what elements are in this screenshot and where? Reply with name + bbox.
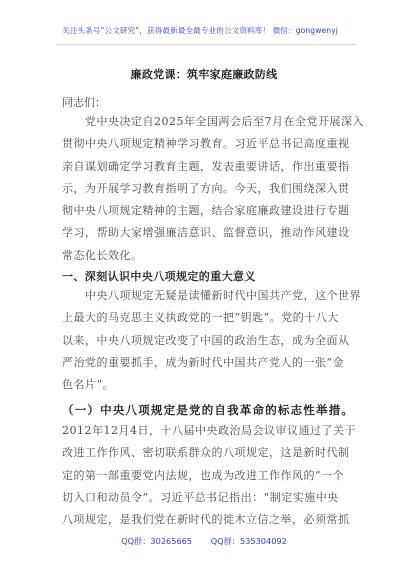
- section1-paragraph: [62, 285, 361, 396]
- intro-line: 常态化长效化。: [62, 248, 143, 262]
- intro-line: 亲自谋划确定学习教育主题，发表重要讲话，作出重要指: [62, 159, 350, 173]
- subsection1-line: 改进工作作风、密切联系群众的八项规定，这是新时代制: [62, 446, 350, 460]
- salutation: 同志们：: [62, 96, 106, 109]
- section1-line: 以来，中央八项规定改变了中国的政治生态，成为全面从: [62, 333, 350, 347]
- section1-line: 上最大的马克思主义执政党的一把“钥匙”。党的十八大: [62, 311, 339, 325]
- section1-line: 色名片”。: [62, 378, 115, 392]
- section1-line: 严治党的重要抓手，成为新时代中国共产党人的一张“金: [62, 355, 345, 369]
- footer-qq-group-2: QQ群：535304092: [210, 536, 287, 546]
- footer: [0, 536, 408, 547]
- footer-qq-group-1: QQ群：30265665: [121, 536, 193, 546]
- subsection1-line: 切入口和动员令”。习近平总书记指出：“制定实施中央: [62, 490, 339, 504]
- subsection-heading: （一）中央八项规定是党的自我革命的标志性举措。: [62, 403, 355, 417]
- subsection1-line: 定的第一部重要党内法规，也成为改进工作作风的“一个: [62, 468, 345, 482]
- header-banner: 关注头条号“公文研究”，获得最新最全最专业的公文资料库！ 微信：gongwenyj: [62, 26, 338, 35]
- subsection1-paragraph: [62, 420, 354, 531]
- subsection1-line: 2012年12月4日，十八届中央政治局会议审议通过了关于: [62, 424, 356, 437]
- intro-line: 彻中央八项规定精神的主题，结合家庭廉政建设进行专题: [62, 204, 350, 218]
- intro-line: 党中央决定自2025年全国两会后至7月在全党开展深入: [62, 115, 364, 128]
- document-title: 廉政党课：筑牢家庭廉政防线: [130, 68, 278, 81]
- header-divider: [56, 44, 356, 45]
- subsection1-line: 八项规定，是我们党在新时代的徙木立信之举，必须常抓: [62, 513, 350, 527]
- section1-line: 中央八项规定无疑是读懂新时代中国共产党，这个世界: [62, 289, 361, 302]
- intro-paragraph: [62, 111, 364, 267]
- section-heading: 一、深刻认识中央八项规定的重大意义: [62, 270, 256, 283]
- intro-line: 示，为开展学习教育指明了方向。今天，我们围绕深入贯: [62, 181, 350, 195]
- intro-line: 学习，帮助大家增强廉洁意识、监督意识，推动作风建设: [62, 226, 350, 240]
- intro-line: 贯彻中央八项规定精神学习教育。习近平总书记高度重视: [62, 137, 350, 151]
